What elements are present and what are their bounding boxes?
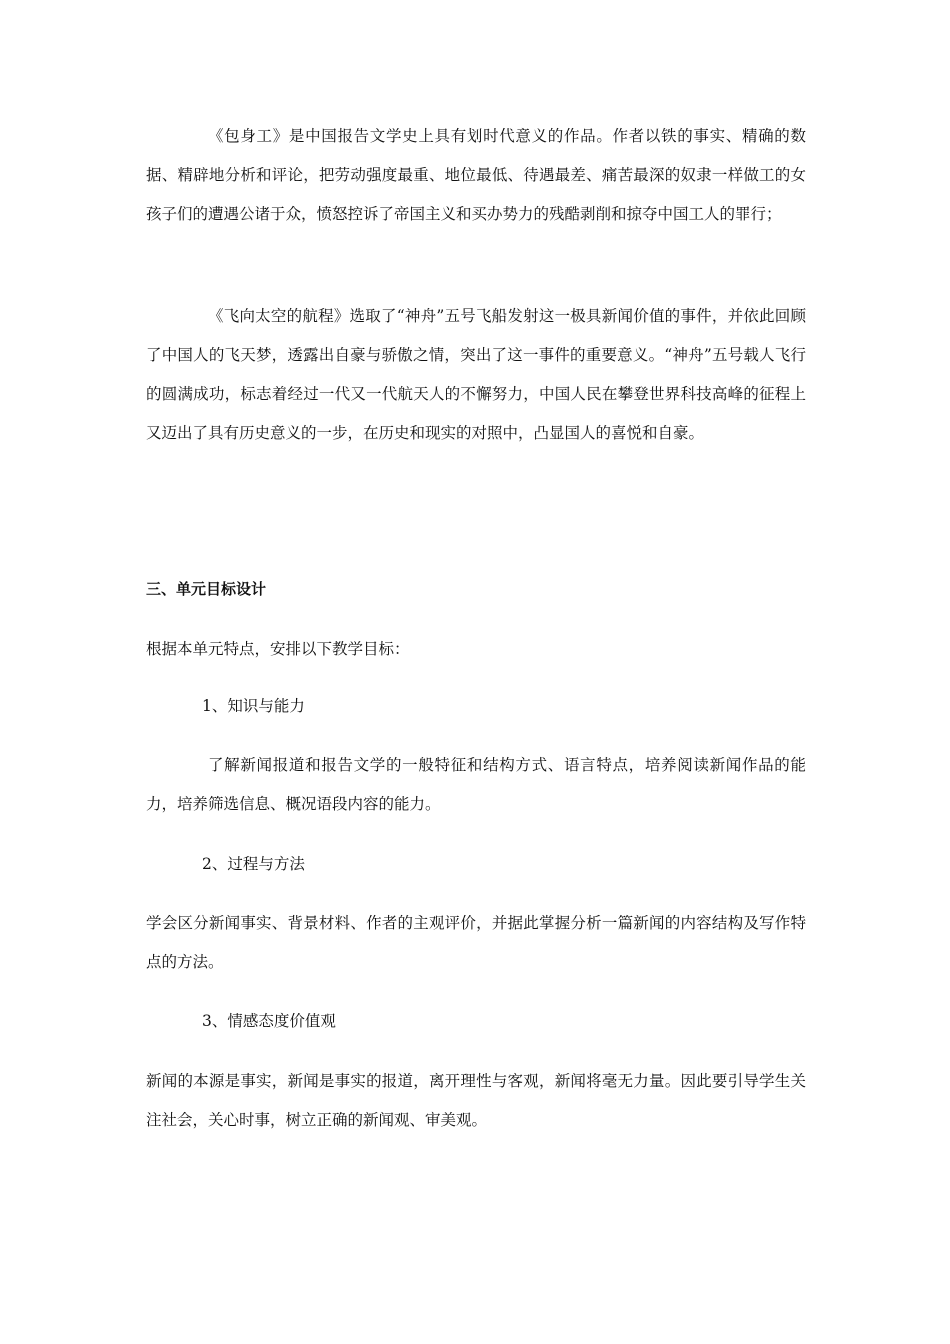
section-intro: 根据本单元特点，安排以下教学目标： [146,640,410,658]
goal-text-emotion: 新闻的本源是事实，新闻是事实的报道，离开理性与客观，新闻将毫无力量。因此要引导学生关注社会，关心时事，树立正确的新闻观、审美观。 [146,1072,806,1129]
paragraph-baoshengong: 《包身工》是中国报告文学史上具有划时代意义的作品。作者以铁的事实、精确的数据、精辟地分析和评论，把劳动强度最重、地位最低、待遇最差、痛苦最深的奴隶一样做工的女孩子们的遭遇公诸于众，愤怒控诉了帝国主义和买办势力的残酷剥削和掠夺中国工人的罪行； [146,127,806,223]
goal-title-emotion: 3、情感态度价值观 [202,1012,336,1030]
goal-text-process: 学会区分新闻事实、背景材料、作者的主观评价，并据此掌握分析一篇新闻的内容结构及写作特点的方法。 [146,914,806,971]
section-heading: 三、单元目标设计 [146,580,267,598]
goal-title-knowledge: 1、知识与能力 [202,697,305,715]
goal-text-knowledge: 了解新闻报道和报告文学的一般特征和结构方式、语言特点，培养阅读新闻作品的能力，培养筛选信息、概况语段内容的能力。 [146,756,806,813]
goal-title-process: 2、过程与方法 [202,855,305,873]
paragraph-feixiang: 《飞向太空的航程》选取了“神舟”五号飞船发射这一极具新闻价值的事件，并依此回顾了中国人的飞天梦，透露出自豪与骄傲之情，突出了这一事件的重要意义。“神舟”五号载人飞行的圆满成功，标志着经过一代又一代航天人的不懈努力，中国人民在攀登世界科技高峰的征程上又迈出了具有历史意义的一步，在历史和现实的对照中，凸显国人的喜悦和自豪。 [146,307,806,442]
